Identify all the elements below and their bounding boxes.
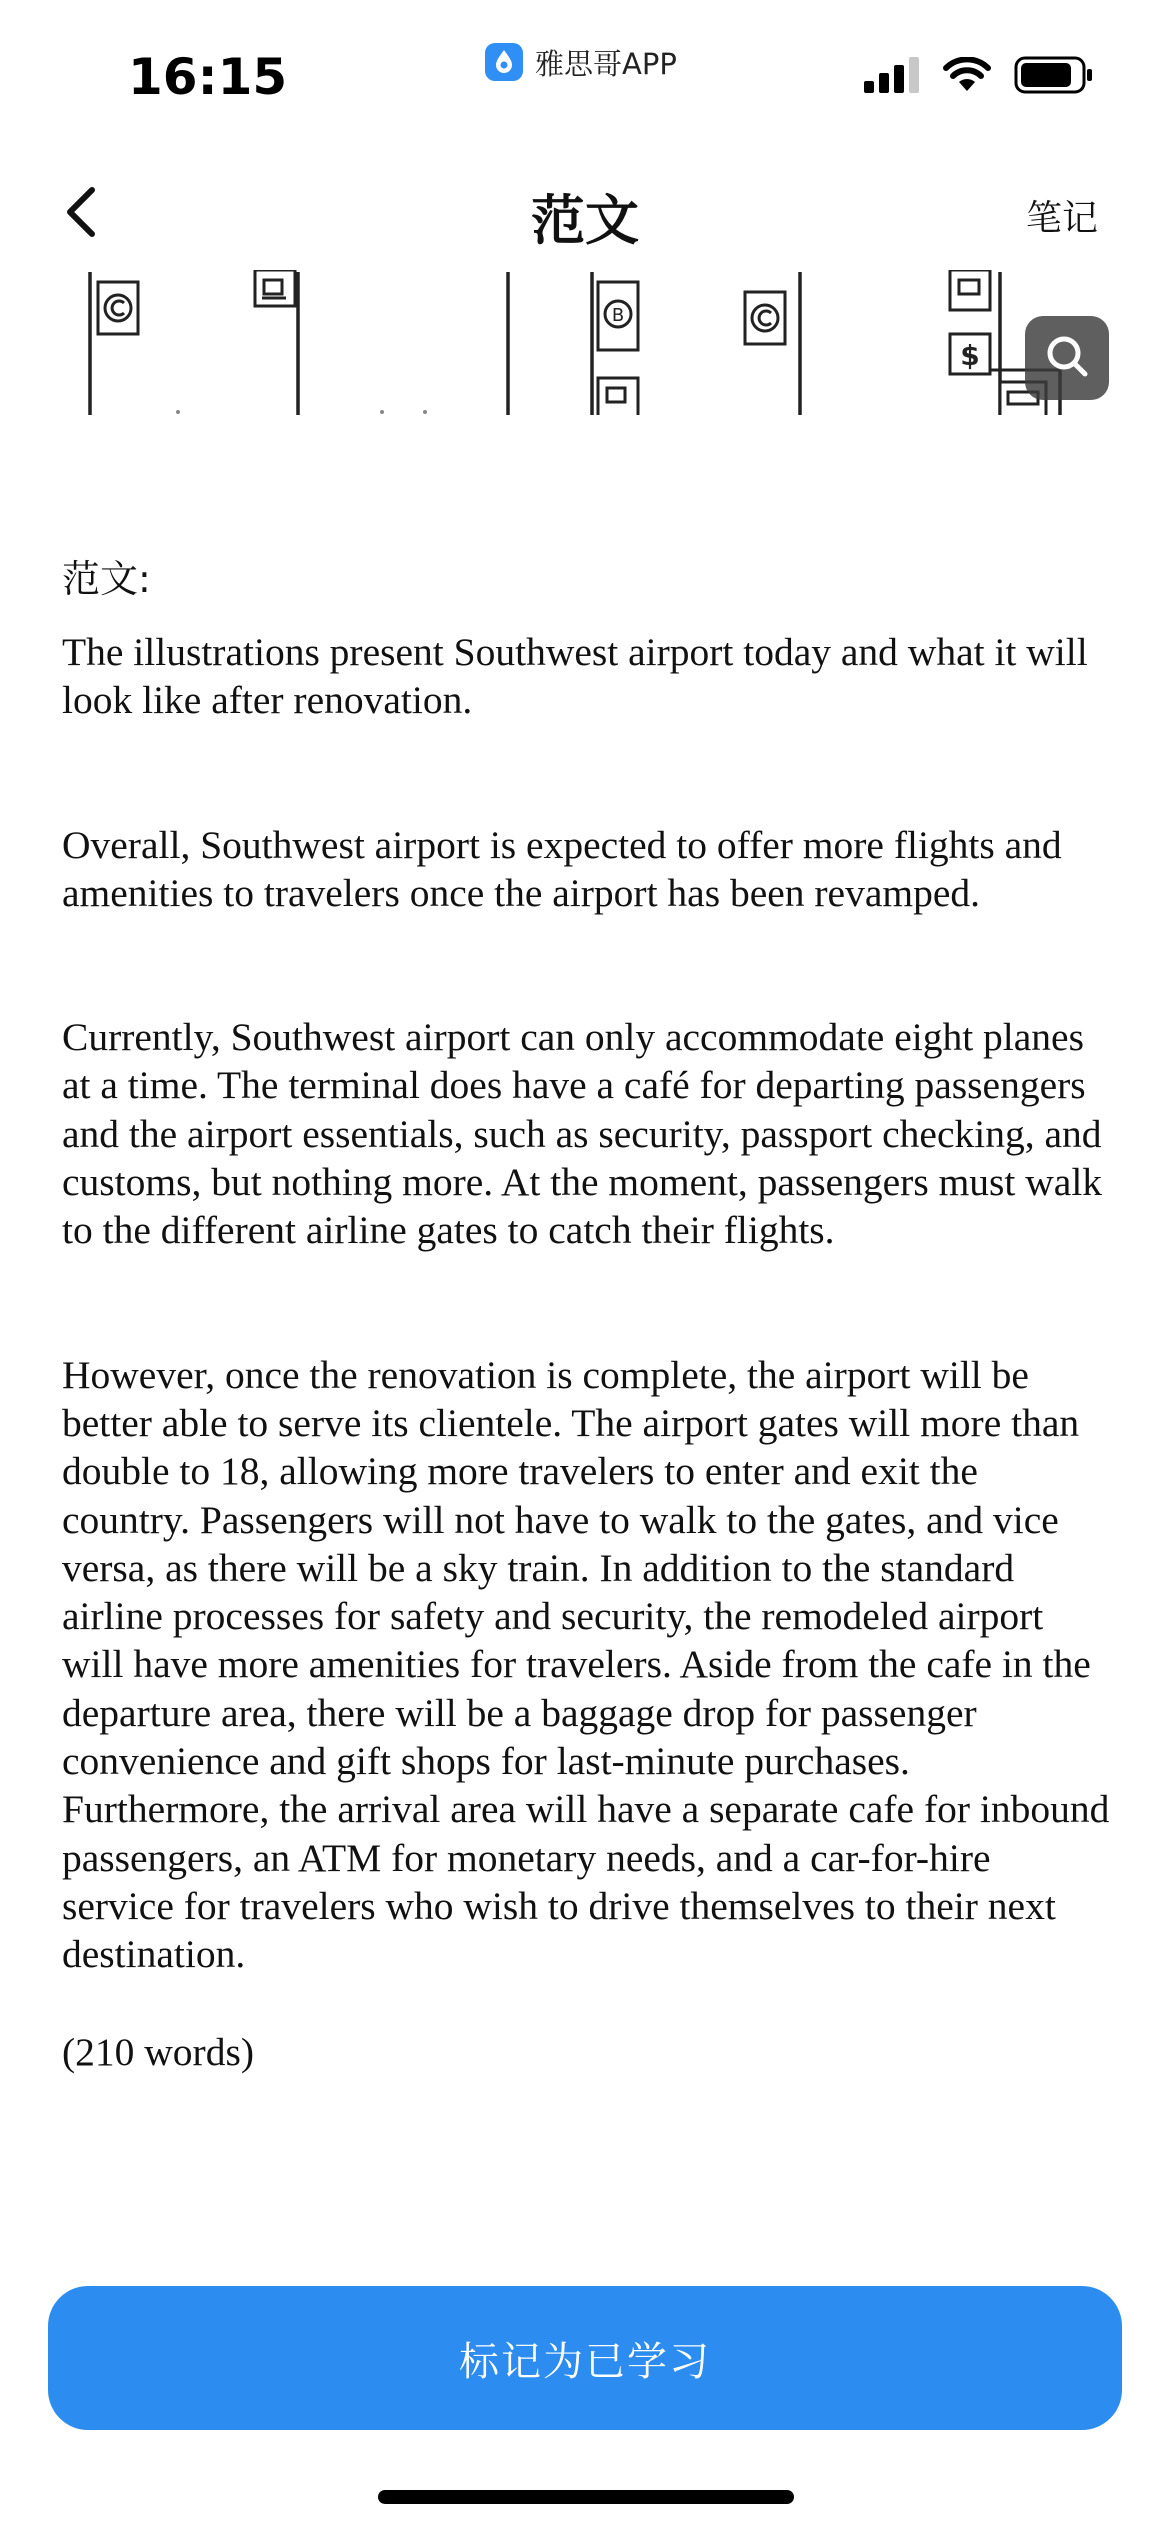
- nav-bar: [0, 160, 1170, 270]
- cafe-icon: [255, 270, 295, 306]
- copyright-icon: [98, 282, 138, 334]
- gift-icon: [950, 270, 990, 310]
- article-paragraph: The illustrations present Southwest airport today and what it will look like after renovation.: [62, 630, 1088, 723]
- status-app-indicator[interactable]: [485, 42, 677, 82]
- article-content: [62, 548, 1112, 2076]
- status-app-name: 雅思哥APP: [535, 46, 677, 81]
- search-button[interactable]: [1025, 316, 1109, 400]
- signal-icon: [864, 57, 920, 97]
- svg-text:B: B: [611, 305, 625, 326]
- search-icon: [1043, 332, 1091, 384]
- copyright-icon: [745, 292, 785, 344]
- status-icons: [864, 56, 1094, 98]
- section-heading: 范文:: [62, 557, 151, 601]
- cafe-icon: [598, 378, 638, 415]
- word-count: (210 words): [62, 2029, 254, 2074]
- airport-diagram-image: [0, 270, 1170, 415]
- status-time: 16:15: [128, 48, 288, 106]
- baggage-icon: [598, 282, 638, 350]
- article-paragraph: However, once the renovation is complete, the airport will be better able to serve its clientele. The airport gates will more than double to 18, allowing more travelers to enter and exit the country. Passengers will not have to walk to the gates, and vice versa, as there will be a sky train. In addition to the standard airline processes for safety and security, the remodeled airport will have more amenities for travelers. Aside from the cafe in the departure area, there will be a baggage drop for passenger convenience and gift shops for last-minute purchases. Furthermore, the arrival area will have a separate cafe for inbound passengers, an ATM for monetary needs, and a car-for-hire service for travelers who wish to drive themselves to their next destination.: [62, 1352, 1110, 1977]
- mark-as-learned-button[interactable]: 标记为已学习: [48, 2286, 1122, 2430]
- article-paragraph: Overall, Southwest airport is expected to offer more flights and amenities to travelers once the airport has been revamped.: [62, 822, 1062, 915]
- svg-text:$: $: [960, 339, 980, 372]
- article-paragraph: Currently, Southwest airport can only accommodate eight planes at a time. The terminal does have a café for departing passengers and the airport essentials, such as security, passport checking, and customs, but nothing more. At the moment, passengers must walk to the different airline gates to catch their flights.: [62, 1015, 1103, 1253]
- page-title: 范文: [531, 189, 639, 252]
- status-bar: [0, 0, 1170, 150]
- notes-button[interactable]: 笔记: [1025, 198, 1098, 239]
- battery-icon: [1014, 56, 1094, 98]
- app-logo-icon: [485, 43, 523, 81]
- home-indicator: [378, 2490, 794, 2504]
- wifi-icon: [942, 57, 992, 97]
